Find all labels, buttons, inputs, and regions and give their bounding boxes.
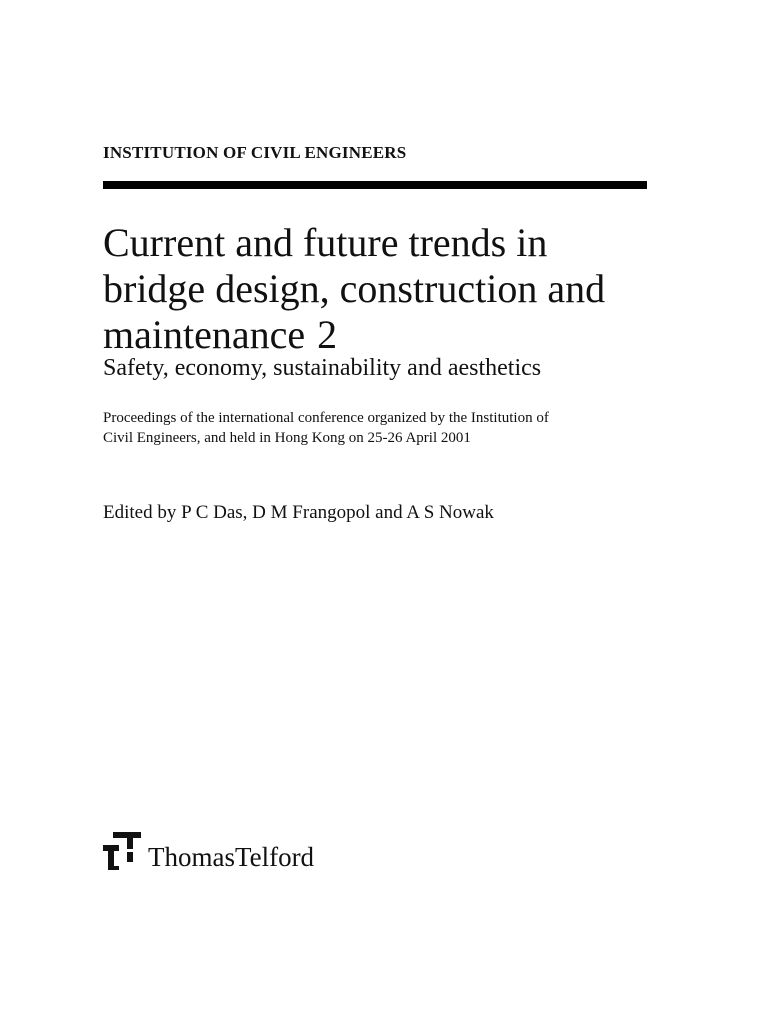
book-title — [103, 220, 605, 358]
thomas-telford-logo-icon — [103, 832, 141, 872]
proceedings-note — [103, 408, 663, 448]
title-line-last — [103, 312, 605, 358]
proceedings-line: Civil Engineers, and held in Hong Kong on 25-26 April 2001 — [103, 430, 471, 446]
book-subtitle: Safety, economy, sustainability and aesthetics — [103, 355, 542, 381]
publisher-name: ThomasTelford — [148, 842, 315, 872]
title-line: Current and future trends in — [103, 220, 548, 265]
volume-number: 2 — [317, 312, 338, 357]
institution-name: INSTITUTION OF CIVIL ENGINEERS — [103, 143, 407, 162]
header-rule — [103, 181, 647, 189]
editors-line: Edited by P C Das, D M Frangopol and A S Nowak — [103, 502, 494, 523]
title-line-text: maintenance — [103, 312, 306, 357]
title-line: bridge design, construction and — [103, 266, 606, 311]
proceedings-line: Proceedings of the international conference organized by the Institution of — [103, 410, 549, 426]
